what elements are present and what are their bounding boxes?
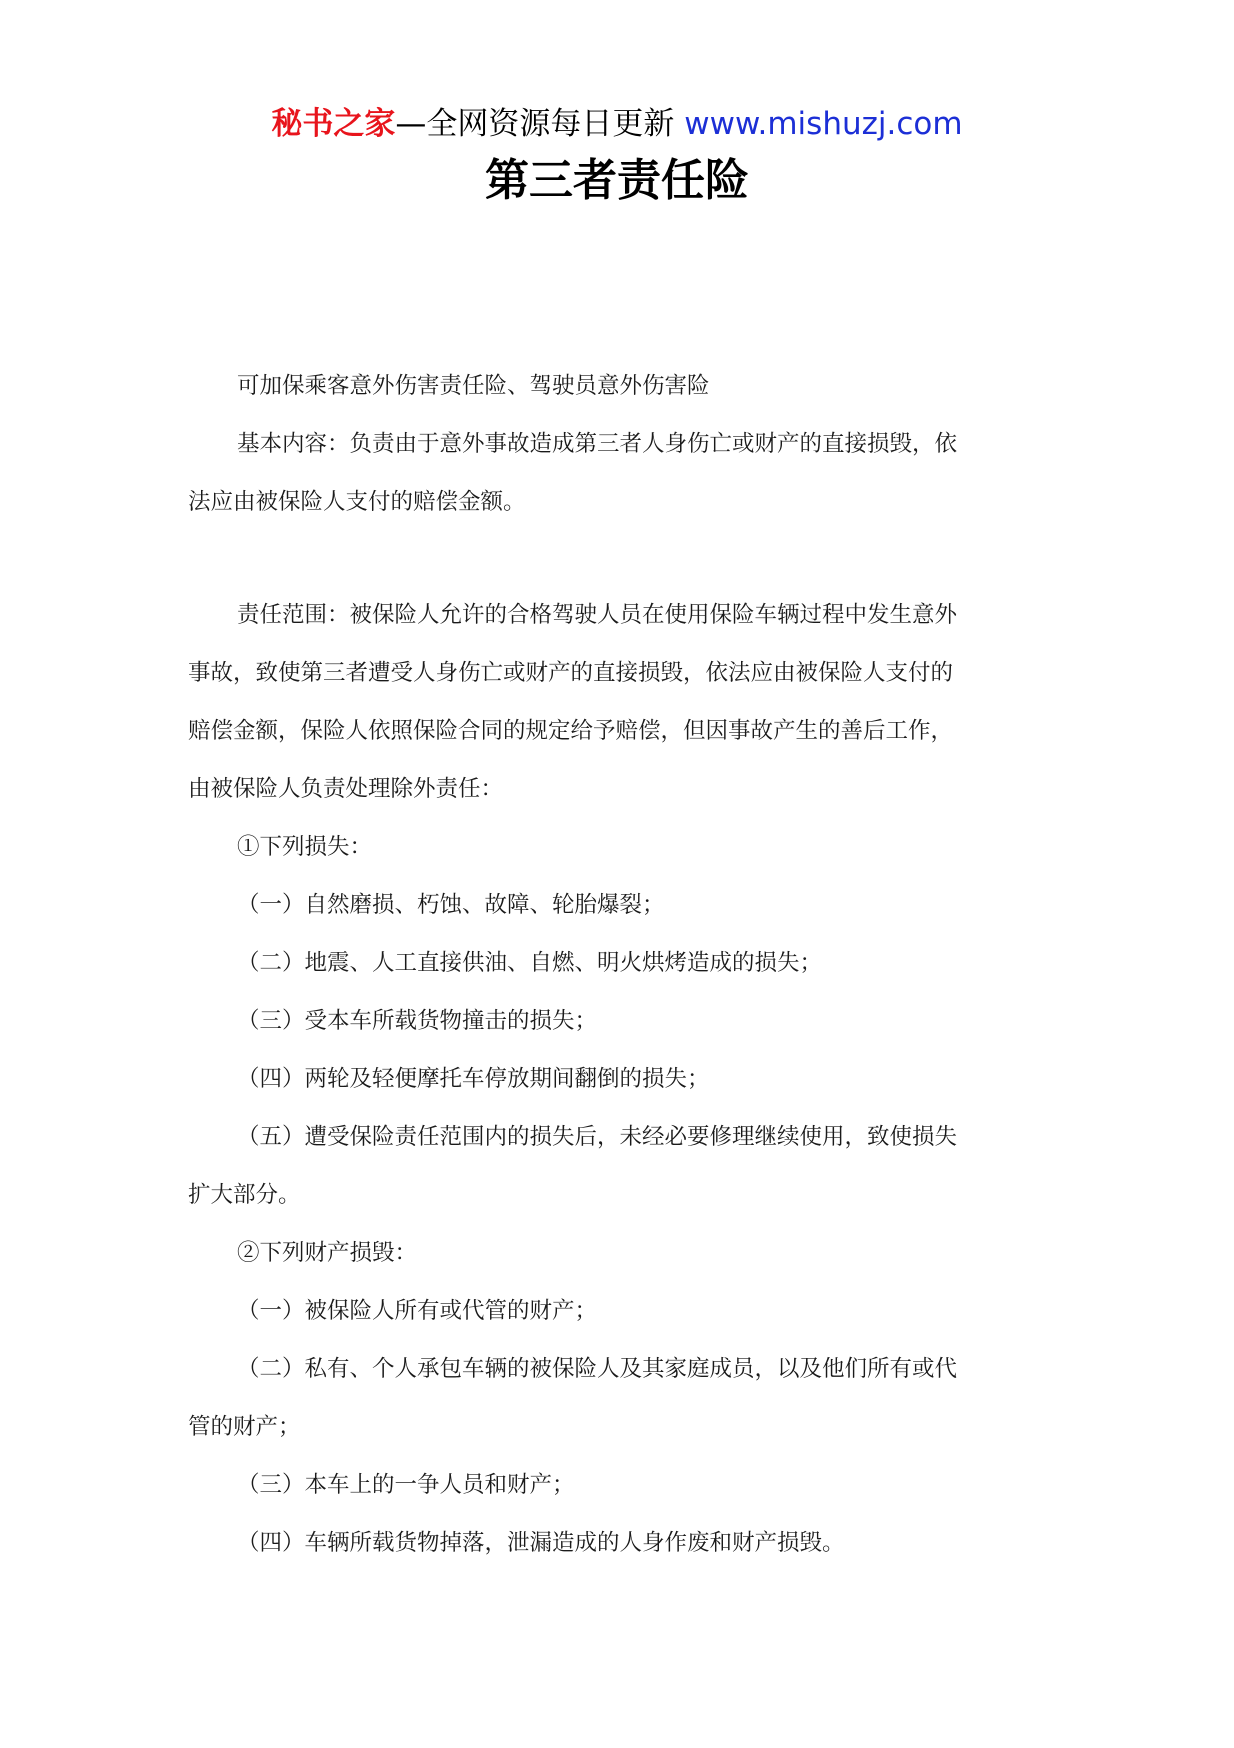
list-item: （一）被保险人所有或代管的财产； <box>237 1298 598 1324</box>
section2-heading: ②下列财产损毁： <box>237 1240 418 1266</box>
intro-block <box>188 357 1048 531</box>
scope-line: 事故，致使第三者遭受人身伤亡或财产的直接损毁，依法应由被保险人支付的 <box>188 660 954 686</box>
site-header <box>0 102 1234 146</box>
section1-heading: ①下列损失： <box>237 834 373 860</box>
site-url-link[interactable]: www.mishuzj.com <box>684 106 963 142</box>
list-item-continuation: 管的财产； <box>188 1414 301 1440</box>
list-item: （三）本车上的一争人员和财产； <box>237 1472 575 1498</box>
list-item: （二）私有、个人承包车辆的被保险人及其家庭成员，以及他们所有或代 <box>237 1356 958 1382</box>
scope-line: 责任范围：被保险人允许的合格驾驶人员在使用保险车辆过程中发生意外 <box>237 602 958 628</box>
basic-content-line: 基本内容：负责由于意外事故造成第三者人身伤亡或财产的直接损毁，依 <box>237 431 958 457</box>
list-item: （一）自然磨损、朽蚀、故障、轮胎爆裂； <box>237 892 665 918</box>
list-item-continuation: 扩大部分。 <box>188 1182 301 1208</box>
intro-line: 可加保乘客意外伤害责任险、驾驶员意外伤害险 <box>237 373 710 399</box>
basic-content-line: 法应由被保险人支付的赔偿金额。 <box>188 489 526 515</box>
list-item: （三）受本车所载货物撞击的损失； <box>237 1008 598 1034</box>
brand-name: 秘书之家 <box>271 106 396 142</box>
header-slogan: —全网资源每日更新 <box>395 106 685 142</box>
scope-block <box>188 586 1048 1572</box>
list-item: （四）两轮及轻便摩托车停放期间翻倒的损失； <box>237 1066 710 1092</box>
list-item: （四）车辆所载货物掉落，泄漏造成的人身作废和财产损毁。 <box>237 1530 845 1556</box>
list-item: （五）遭受保险责任范围内的损失后，未经必要修理继续使用，致使损失 <box>237 1124 958 1150</box>
scope-line: 赔偿金额，保险人依照保险合同的规定给予赔偿，但因事故产生的善后工作， <box>188 718 954 744</box>
document-title: 第三者责任险 <box>485 155 749 206</box>
list-item: （二）地震、人工直接供油、自燃、明火烘烤造成的损失； <box>237 950 823 976</box>
scope-line: 由被保险人负责处理除外责任： <box>188 776 504 802</box>
